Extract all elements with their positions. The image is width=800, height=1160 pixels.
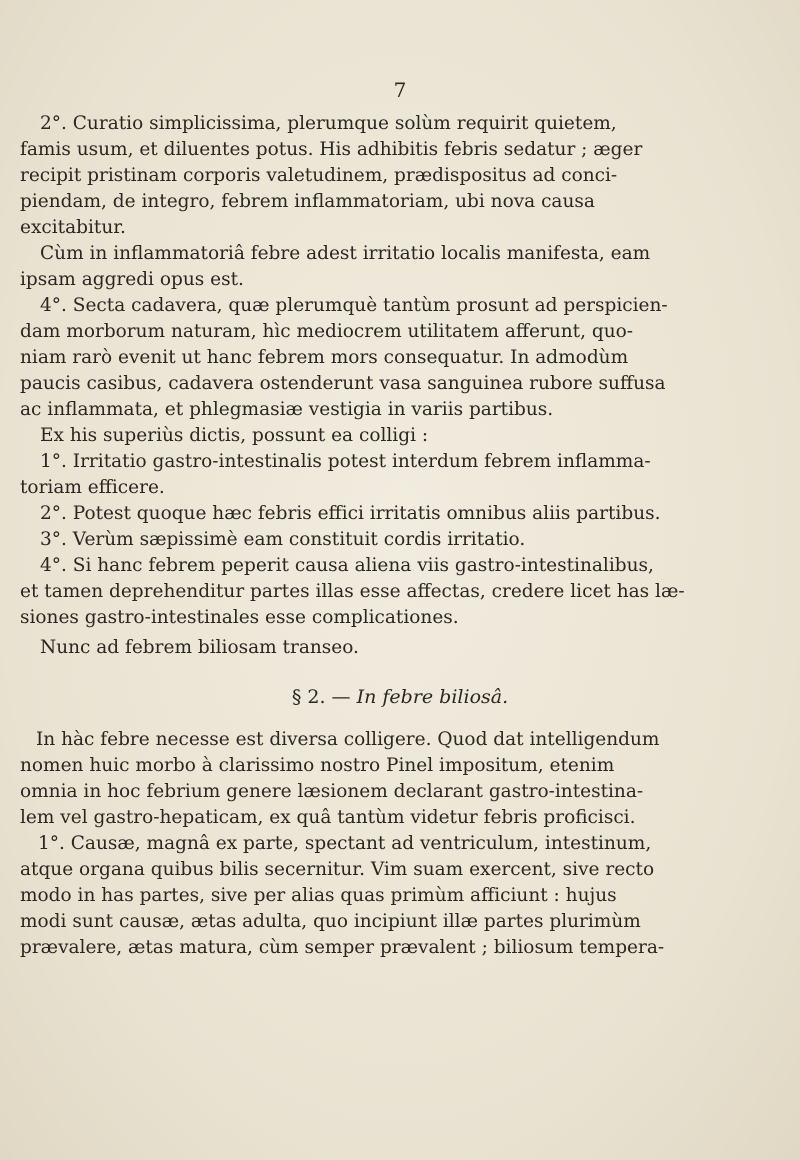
text-line: nomen huic morbo à clarissimo nostro Pinel impositum, etenim xyxy=(20,755,615,776)
text-line: modo in has partes, sive per alias quas primùm afficiunt : hujus xyxy=(20,885,617,906)
text-line: famis usum, et diluentes potus. His adhibitis febris sedatur ; æger xyxy=(20,139,643,160)
text-line: lem vel gastro-hepaticam, ex quâ tantùm videtur febris proficisci. xyxy=(20,807,636,828)
text-line: 1°. Irritatio gastro-intestinalis potest interdum febrem inflamma- xyxy=(40,451,651,472)
text-line: 2°. Curatio simplicissima, plerumque solùm requirit quietem, xyxy=(40,113,617,134)
text-line: In hàc febre necesse est diversa colligere. Quod dat intelligendum xyxy=(36,729,660,750)
text-line: atque organa quibus bilis secernitur. Vim suam exercent, sive recto xyxy=(20,859,655,880)
text-line: ac inflammata, et phlegmasiæ vestigia in variis partibus. xyxy=(20,399,554,420)
text-line: excitabitur. xyxy=(20,217,126,238)
text-line: 4°. Secta cadavera, quæ plerumquè tantùm prosunt ad perspicien- xyxy=(40,295,668,316)
section-heading-title: In febre biliosâ. xyxy=(356,686,509,708)
page-number: 7 xyxy=(393,78,407,102)
text-line: 1°. Causæ, magnâ ex parte, spectant ad ventriculum, intestinum, xyxy=(38,833,652,854)
text-line: siones gastro-intestinales esse complicationes. xyxy=(20,607,459,628)
text-line: prævalere, ætas matura, cùm semper prævalent ; biliosum tempera- xyxy=(20,937,665,958)
section-heading-prefix: § 2. — xyxy=(291,686,357,708)
section-heading xyxy=(0,686,800,708)
text-line: Nunc ad febrem biliosam transeo. xyxy=(40,637,359,658)
text-line: Ex his superiùs dictis, possunt ea colligi : xyxy=(40,425,429,446)
text-line: niam rarò evenit ut hanc febrem mors consequatur. In admodùm xyxy=(20,347,629,368)
text-line: dam morborum naturam, hìc mediocrem utilitatem afferunt, quo- xyxy=(20,321,633,342)
text-line: et tamen deprehenditur partes illas esse affectas, credere licet has læ- xyxy=(20,581,685,602)
text-line: ipsam aggredi opus est. xyxy=(20,269,244,290)
text-line: 4°. Si hanc febrem peperit causa aliena viis gastro-intestinalibus, xyxy=(40,555,654,576)
text-line: piendam, de integro, febrem inflammatoriam, ubi nova causa xyxy=(20,191,595,212)
text-line: paucis casibus, cadavera ostenderunt vasa sanguinea rubore suffusa xyxy=(20,373,666,394)
text-line: 3°. Verùm sæpissimè eam constituit cordis irritatio. xyxy=(40,529,526,550)
text-line: omnia in hoc febrium genere læsionem declarant gastro-intestina- xyxy=(20,781,644,802)
text-line: recipit pristinam corporis valetudinem, prædispositus ad conci- xyxy=(20,165,618,186)
text-line: toriam efficere. xyxy=(20,477,165,498)
text-line: 2°. Potest quoque hæc febris effici irritatis omnibus aliis partibus. xyxy=(40,503,661,524)
text-line: Cùm in inflammatoriâ febre adest irritatio localis manifesta, eam xyxy=(40,243,651,264)
text-line: modi sunt causæ, ætas adulta, quo incipiunt illæ partes plurimùm xyxy=(20,911,641,932)
